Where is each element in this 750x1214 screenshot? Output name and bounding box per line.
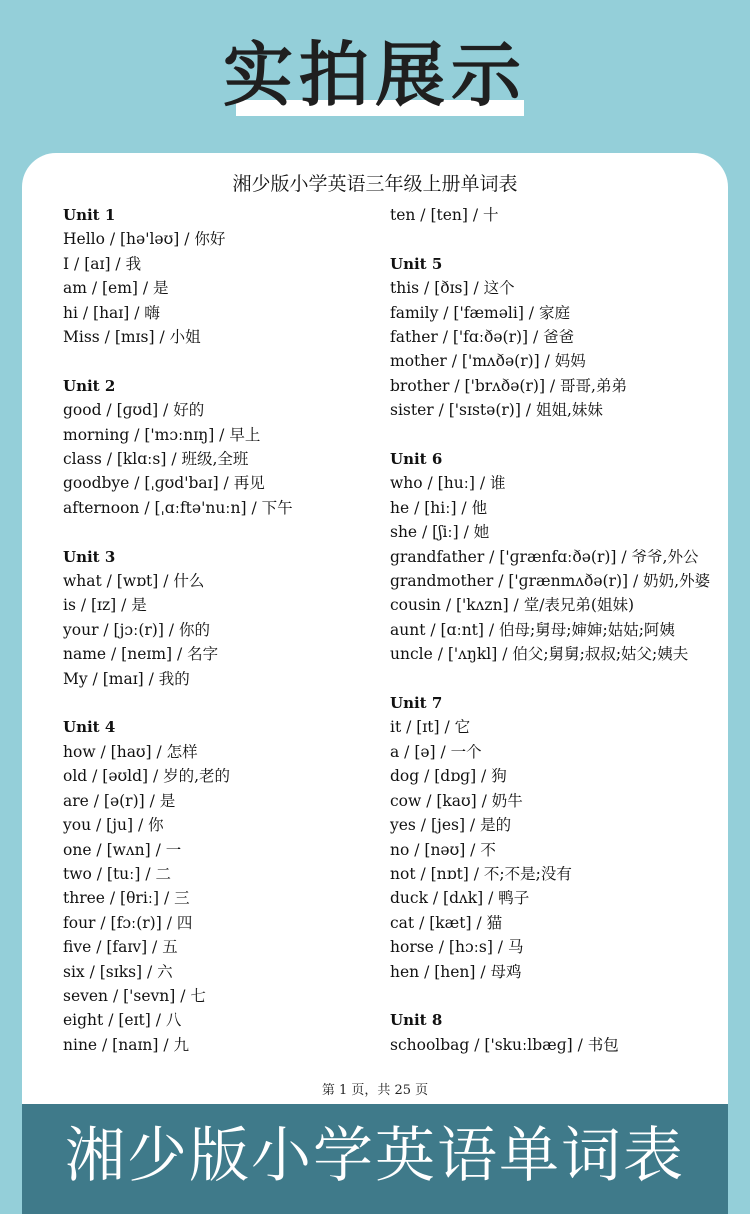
footer-title: 湘少版小学英语单词表 bbox=[65, 1121, 685, 1191]
word-entry: cousin / ['kʌzn] / 堂/表兄弟(姐妹) bbox=[390, 596, 635, 615]
unit-block bbox=[390, 691, 720, 984]
word-entry: am / [em] / 是 bbox=[63, 279, 169, 298]
word-entry: horse / [hɔːs] / 马 bbox=[390, 938, 524, 957]
word-entry: five / [faɪv] / 五 bbox=[63, 938, 178, 957]
word-entry: six / [sɪks] / 六 bbox=[63, 962, 173, 981]
word-entry: Hello / [hə'ləʊ] / 你好 bbox=[63, 230, 226, 249]
word-entry: schoolbag / ['skuːlbæɡ] / 书包 bbox=[390, 1035, 619, 1054]
word-entry: not / [nɒt] / 不;不是;没有 bbox=[390, 864, 572, 883]
word-entry: no / [nəʊ] / 不 bbox=[390, 840, 496, 859]
word-entry: name / [neɪm] / 名字 bbox=[63, 645, 219, 664]
word-entry: sister / ['sɪstə(r)] / 姐姐,妹妹 bbox=[390, 401, 603, 420]
word-entry: class / [klɑːs] / 班级,全班 bbox=[63, 450, 249, 469]
word-entry: hi / [haɪ] / 嗨 bbox=[63, 303, 160, 322]
word-entry: grandmother / ['ɡrænmʌðə(r)] / 奶奶,外婆 bbox=[390, 572, 711, 591]
document-sheet bbox=[22, 153, 728, 1214]
word-entry: uncle / ['ʌŋkl] / 伯父;舅舅;叔叔;姑父;姨夫 bbox=[390, 645, 689, 664]
word-entry: seven / ['sevn] / 七 bbox=[63, 986, 206, 1005]
word-entry: duck / [dʌk] / 鸭子 bbox=[390, 889, 530, 908]
page-indicator: 第 1 页，共 25 页 bbox=[321, 1083, 429, 1098]
word-entry: cow / [kaʊ] / 奶牛 bbox=[390, 791, 523, 810]
word-entry: nine / [naɪn] / 九 bbox=[63, 1035, 190, 1054]
word-entry: mother / ['mʌðə(r)] / 妈妈 bbox=[390, 352, 586, 371]
footer-banner bbox=[22, 1104, 728, 1214]
word-entry: hen / [hen] / 母鸡 bbox=[390, 962, 522, 981]
unit-block bbox=[63, 374, 383, 520]
word-entry: aunt / [ɑːnt] / 伯母;舅母;婶婶;姑姑;阿姨 bbox=[390, 620, 675, 639]
unit-block bbox=[63, 545, 383, 691]
unit-block bbox=[63, 715, 383, 1057]
word-entry: eight / [eɪt] / 八 bbox=[63, 1011, 182, 1030]
header bbox=[0, 30, 750, 130]
word-entry: four / [fɔː(r)] / 四 bbox=[63, 913, 193, 932]
word-entry: brother / ['brʌðə(r)] / 哥哥,弟弟 bbox=[390, 376, 627, 395]
word-entry: good / [ɡʊd] / 好的 bbox=[63, 401, 205, 420]
document-title: 湘少版小学英语三年级上册单词表 bbox=[232, 173, 518, 195]
word-entry: who / [huː] / 谁 bbox=[390, 474, 506, 493]
word-entry: she / [ʃiː] / 她 bbox=[390, 523, 490, 542]
unit-block bbox=[63, 203, 383, 349]
word-entry: a / [ə] / 一个 bbox=[390, 742, 482, 761]
word-entry: this / [ðɪs] / 这个 bbox=[390, 279, 515, 298]
word-entry: Miss / [mɪs] / 小姐 bbox=[63, 328, 201, 347]
word-entry: two / [tuː] / 二 bbox=[63, 864, 172, 883]
word-entry: morning / ['mɔːnɪŋ] / 早上 bbox=[63, 425, 261, 444]
word-entry: I / [aɪ] / 我 bbox=[63, 254, 142, 273]
word-entry: cat / [kæt] / 猫 bbox=[390, 913, 503, 932]
unit-heading: Unit 8 bbox=[390, 1011, 443, 1030]
word-entry: how / [haʊ] / 怎样 bbox=[63, 742, 198, 761]
word-entry: you / [ju] / 你 bbox=[63, 816, 164, 835]
word-entry: it / [ɪt] / 它 bbox=[390, 718, 471, 737]
unit-heading: Unit 3 bbox=[63, 547, 116, 566]
unit-heading: Unit 6 bbox=[390, 450, 443, 469]
word-entry: dog / [dɒɡ] / 狗 bbox=[390, 767, 507, 786]
word-entry: My / [maɪ] / 我的 bbox=[63, 669, 190, 688]
word-entry: are / [ə(r)] / 是 bbox=[63, 791, 176, 810]
word-entry: yes / [jes] / 是的 bbox=[390, 816, 512, 835]
unit-block bbox=[390, 447, 720, 667]
word-entry: afternoon / [ˌɑːftə'nuːn] / 下午 bbox=[63, 498, 293, 517]
unit-block bbox=[390, 1008, 720, 1057]
page-title: 实拍展示 bbox=[223, 34, 527, 116]
word-entry: grandfather / ['ɡrænfɑːðə(r)] / 爷爷,外公 bbox=[390, 547, 699, 566]
unit-block bbox=[390, 203, 720, 227]
unit-heading: Unit 7 bbox=[390, 694, 443, 713]
word-entry: what / [wɒt] / 什么 bbox=[63, 572, 205, 591]
word-entry: your / [jɔː(r)] / 你的 bbox=[63, 620, 210, 639]
word-entry: one / [wʌn] / 一 bbox=[63, 840, 182, 859]
word-entry: he / [hiː] / 他 bbox=[390, 498, 488, 517]
unit-heading: Unit 4 bbox=[63, 718, 116, 737]
right-column bbox=[390, 203, 720, 1082]
unit-heading: Unit 5 bbox=[390, 254, 443, 273]
unit-heading: Unit 1 bbox=[63, 206, 116, 224]
word-entry: old / [əʊld] / 岁的,老的 bbox=[63, 767, 231, 786]
word-entry: goodbye / [ˌɡʊd'baɪ] / 再见 bbox=[63, 474, 265, 493]
word-entry: three / [θriː] / 三 bbox=[63, 889, 190, 908]
word-entry: ten / [ten] / 十 bbox=[390, 206, 499, 224]
word-entry: family / ['fæməli] / 家庭 bbox=[390, 303, 570, 322]
word-entry: father / ['fɑːðə(r)] / 爸爸 bbox=[390, 328, 575, 347]
unit-block bbox=[390, 252, 720, 423]
unit-heading: Unit 2 bbox=[63, 376, 116, 395]
left-column bbox=[63, 203, 383, 1082]
word-entry: is / [ɪz] / 是 bbox=[63, 596, 147, 615]
